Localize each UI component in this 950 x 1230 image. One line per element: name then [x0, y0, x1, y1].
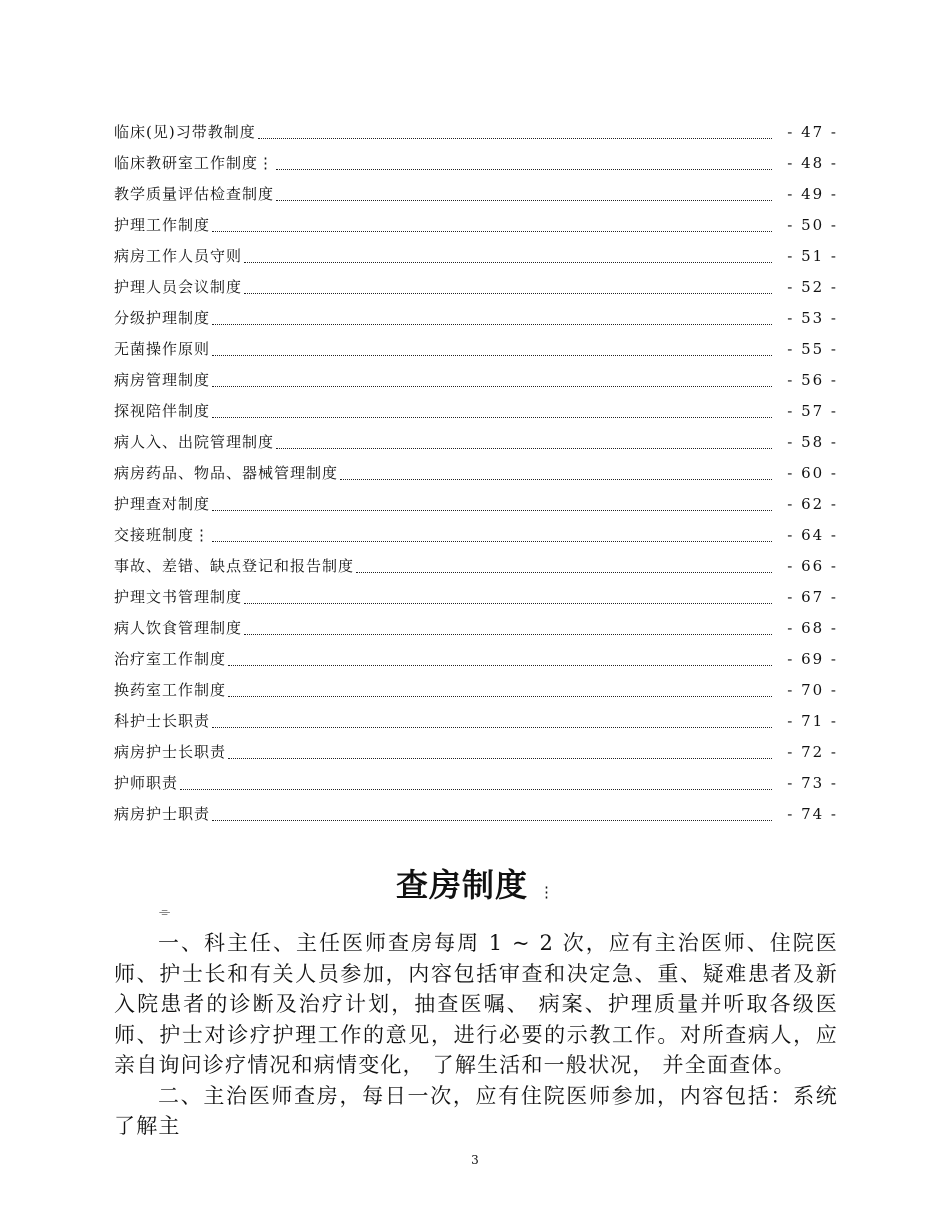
- toc-entry-page: - 71 -: [787, 711, 838, 730]
- toc-entry-title: 病人饮食管理制度: [114, 619, 243, 637]
- toc-leader-dots: [228, 686, 772, 697]
- toc-entry-page: - 60 -: [787, 463, 838, 482]
- toc-entry[interactable]: [114, 798, 838, 829]
- toc-entry-page: - 74 -: [787, 804, 838, 823]
- toc-leader-dots: [212, 717, 772, 728]
- toc-leader-dots: [356, 562, 772, 573]
- toc-entry[interactable]: [114, 178, 838, 209]
- toc-entry[interactable]: [114, 271, 838, 302]
- toc-entry-title: 教学质量评估检查制度: [114, 185, 275, 203]
- toc-entry-title: 病房护士职责: [114, 805, 211, 823]
- toc-leader-dots: [212, 314, 772, 325]
- toc-entry-title: 临床(见)习带教制度: [114, 123, 256, 141]
- toc-entry[interactable]: [114, 302, 838, 333]
- toc-entry[interactable]: [114, 736, 838, 767]
- toc-entry-title: 护师职责: [114, 774, 179, 792]
- toc-entry-title: 病房护士长职责: [114, 743, 227, 761]
- toc-entry-title: 病房药品、物品、器械管理制度: [114, 464, 339, 482]
- toc-entry-page: - 67 -: [787, 587, 838, 606]
- table-of-contents: [114, 116, 838, 829]
- toc-leader-dots: [180, 779, 772, 790]
- toc-entry[interactable]: [114, 116, 838, 147]
- toc-entry-page: - 68 -: [787, 618, 838, 637]
- toc-entry[interactable]: [114, 643, 838, 674]
- toc-entry[interactable]: [114, 364, 838, 395]
- toc-leader-dots: [276, 190, 772, 201]
- toc-leader-dots: [212, 221, 772, 232]
- toc-entry-title: 交接班制度⋮: [114, 526, 211, 544]
- toc-entry-title: 治疗室工作制度: [114, 650, 227, 668]
- toc-entry[interactable]: [114, 519, 838, 550]
- toc-entry-page: - 47 -: [787, 122, 838, 141]
- toc-leader-dots: [228, 655, 772, 666]
- section-title: 查房制度: [395, 866, 528, 904]
- toc-leader-dots: [340, 469, 772, 480]
- toc-leader-dots: [276, 438, 772, 449]
- toc-entry-page: - 53 -: [787, 308, 838, 327]
- toc-entry-title: 病房工作人员守则: [114, 247, 243, 265]
- small-symbol-mark: ⌯: [159, 904, 171, 920]
- toc-entry-title: 无菌操作原则: [114, 340, 211, 358]
- toc-entry[interactable]: [114, 147, 838, 178]
- toc-entry-page: - 62 -: [787, 494, 838, 513]
- toc-entry-page: - 52 -: [787, 277, 838, 296]
- toc-entry-page: - 51 -: [787, 246, 838, 265]
- toc-entry[interactable]: [114, 395, 838, 426]
- toc-entry-page: - 66 -: [787, 556, 838, 575]
- section-title-wrapper: [0, 860, 950, 906]
- toc-entry-title: 护理人员会议制度: [114, 278, 243, 296]
- toc-entry-page: - 55 -: [787, 339, 838, 358]
- title-suffix-mark: ⋮: [539, 882, 555, 901]
- section-body: [114, 928, 838, 1142]
- toc-entry[interactable]: [114, 488, 838, 519]
- toc-entry[interactable]: [114, 581, 838, 612]
- toc-entry-page: - 56 -: [787, 370, 838, 389]
- toc-leader-dots: [212, 345, 772, 356]
- toc-entry-title: 分级护理制度: [114, 309, 211, 327]
- toc-leader-dots: [212, 500, 772, 511]
- toc-entry-page: - 50 -: [787, 215, 838, 234]
- toc-leader-dots: [276, 159, 772, 170]
- toc-entry-title: 临床教研室工作制度⋮: [114, 154, 275, 172]
- toc-entry-title: 换药室工作制度: [114, 681, 227, 699]
- toc-entry-page: - 72 -: [787, 742, 838, 761]
- toc-entry-page: - 48 -: [787, 153, 838, 172]
- page-number: 3: [471, 1153, 479, 1167]
- toc-entry-title: 护理文书管理制度: [114, 588, 243, 606]
- toc-entry[interactable]: [114, 674, 838, 705]
- toc-entry-title: 护理查对制度: [114, 495, 211, 513]
- toc-entry-page: - 73 -: [787, 773, 838, 792]
- body-paragraph: 一、科主任、主任医师查房每周 1 ~ 2 次，应有主治医师、住院医师、护士长和有关人员参加，内容包括审查和决定急、重、疑难患者及新入院患者的诊断及治疗计划，抽查医嘱、 病案、护理质量并听取各级医师、护士对诊疗护理工作的意见，进行必要的示教工作。对所查病人，应亲自询问诊疗情况和病情变化， 了解生活和一般状况， 并全面查体。: [114, 931, 838, 1077]
- toc-entry[interactable]: [114, 705, 838, 736]
- toc-leader-dots: [212, 376, 772, 387]
- toc-entry[interactable]: [114, 209, 838, 240]
- toc-leader-dots: [244, 283, 772, 294]
- toc-entry[interactable]: [114, 426, 838, 457]
- toc-entry-title: 病房管理制度: [114, 371, 211, 389]
- toc-entry-title: 科护士长职责: [114, 712, 211, 730]
- toc-entry-title: 探视陪伴制度: [114, 402, 211, 420]
- toc-entry[interactable]: [114, 240, 838, 271]
- toc-entry[interactable]: [114, 550, 838, 581]
- toc-leader-dots: [212, 810, 772, 821]
- toc-entry[interactable]: [114, 457, 838, 488]
- toc-entry[interactable]: [114, 767, 838, 798]
- toc-leader-dots: [244, 593, 772, 604]
- toc-leader-dots: [212, 531, 772, 542]
- toc-entry[interactable]: [114, 333, 838, 364]
- toc-leader-dots: [244, 624, 772, 635]
- toc-entry-page: - 57 -: [787, 401, 838, 420]
- toc-entry-title: 护理工作制度: [114, 216, 211, 234]
- toc-leader-dots: [244, 252, 772, 263]
- toc-leader-dots: [228, 748, 772, 759]
- toc-entry-title: 事故、差错、缺点登记和报告制度: [114, 557, 355, 575]
- toc-entry-page: - 58 -: [787, 432, 838, 451]
- toc-leader-dots: [258, 128, 772, 139]
- toc-entry-page: - 49 -: [787, 184, 838, 203]
- body-paragraph: 二、主治医师查房，每日一次，应有住院医师参加，内容包括：系统了解主: [114, 1083, 838, 1138]
- toc-entry-page: - 70 -: [787, 680, 838, 699]
- toc-entry-title: 病人入、出院管理制度: [114, 433, 275, 451]
- toc-entry-page: - 69 -: [787, 649, 838, 668]
- toc-leader-dots: [212, 407, 772, 418]
- toc-entry[interactable]: [114, 612, 838, 643]
- toc-entry-page: - 64 -: [787, 525, 838, 544]
